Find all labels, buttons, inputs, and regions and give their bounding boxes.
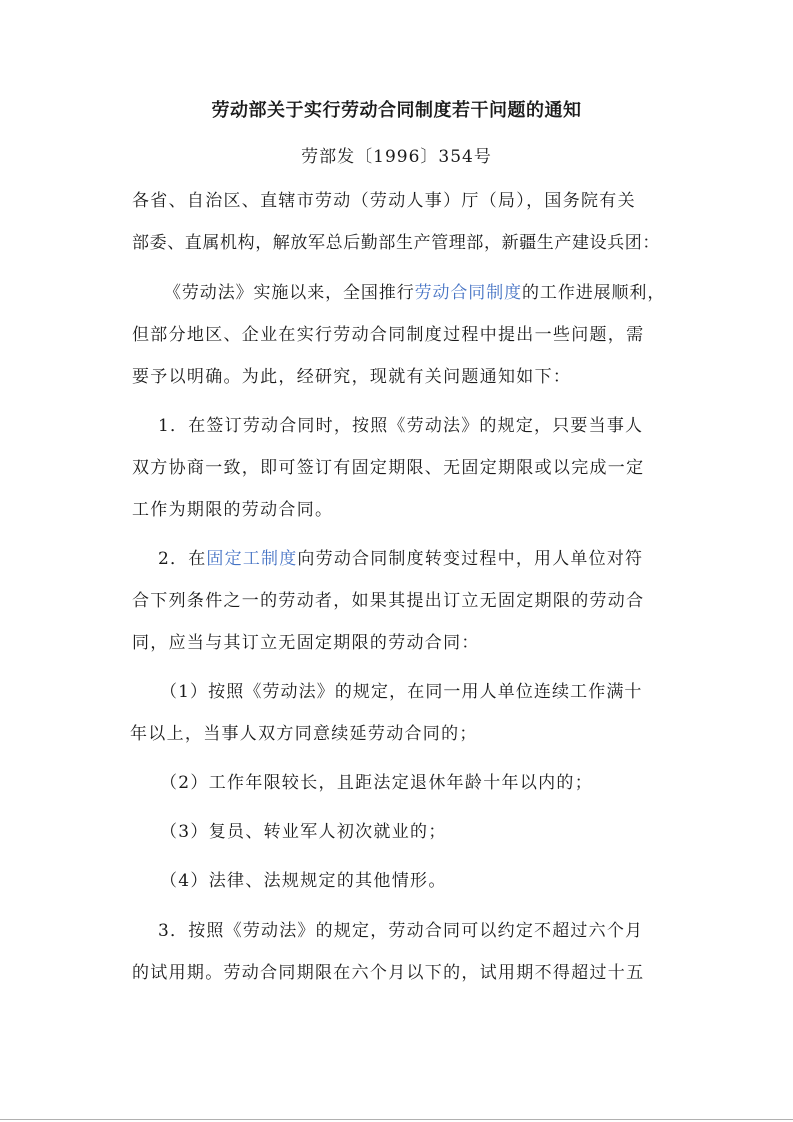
item2-text-pre: 2．在 — [158, 549, 207, 569]
sub1-line-2: 年以上，当事人双方同意续延劳动合同的； — [130, 724, 478, 744]
page-bottom-rule — [0, 1119, 793, 1120]
item3-line-1: 3．按照《劳动法》的规定，劳动合同可以约定不超过六个月 — [158, 921, 644, 941]
intro-line-3: 要予以明确。为此，经研究，现就有关问题通知如下： — [132, 367, 572, 387]
item1-line-2: 双方协商一致，即可签订有固定期限、无固定期限或以完成一定 — [132, 458, 645, 478]
sub4-line: （4）法律、法规规定的其他情形。 — [160, 871, 447, 891]
intro-line-1 — [164, 282, 704, 304]
item2-line-1 — [158, 548, 698, 570]
labor-contract-system-link[interactable]: 劳动合同制度 — [414, 283, 523, 303]
item3-line-2: 的试用期。劳动合同期限在六个月以下的，试用期不得超过十五 — [132, 963, 645, 983]
document-title: 劳动部关于实行劳动合同制度若干问题的通知 — [211, 100, 582, 121]
item1-line-1: 1．在签订劳动合同时，按照《劳动法》的规定，只要当事人 — [158, 416, 644, 436]
intro-text-pre: 《劳动法》实施以来，全国推行 — [164, 283, 415, 303]
item2-line-3: 同，应当与其订立无固定期限的劳动合同： — [132, 633, 480, 653]
item1-line-3: 工作为期限的劳动合同。 — [132, 500, 334, 520]
sub2-line: （2）工作年限较长，且距法定退休年龄十年以内的； — [160, 773, 594, 793]
item2-text-post: 向劳动合同制度转变过程中，用人单位对符 — [297, 549, 644, 569]
fixed-worker-system-link[interactable]: 固定工制度 — [206, 549, 298, 569]
addressee-line-1: 各省、自治区、直辖市劳动（劳动人事）厅（局），国务院有关 — [132, 191, 636, 211]
item2-line-2: 合下列条件之一的劳动者，如果其提出订立无固定期限的劳动合 — [132, 591, 645, 611]
intro-line-2: 但部分地区、企业在实行劳动合同制度过程中提出一些问题，需 — [132, 325, 645, 345]
sub1-line-1: （1）按照《劳动法》的规定，在同一用人单位连续工作满十 — [160, 682, 643, 702]
sub3-line: （3）复员、转业军人初次就业的； — [160, 822, 447, 842]
document-number: 劳部发〔1996〕354号 — [301, 147, 492, 167]
intro-text-post: 的工作进展顺利， — [522, 283, 666, 303]
addressee-line-2: 部委、直属机构，解放军总后勤部生产管理部，新疆生产建设兵团： — [132, 233, 660, 253]
